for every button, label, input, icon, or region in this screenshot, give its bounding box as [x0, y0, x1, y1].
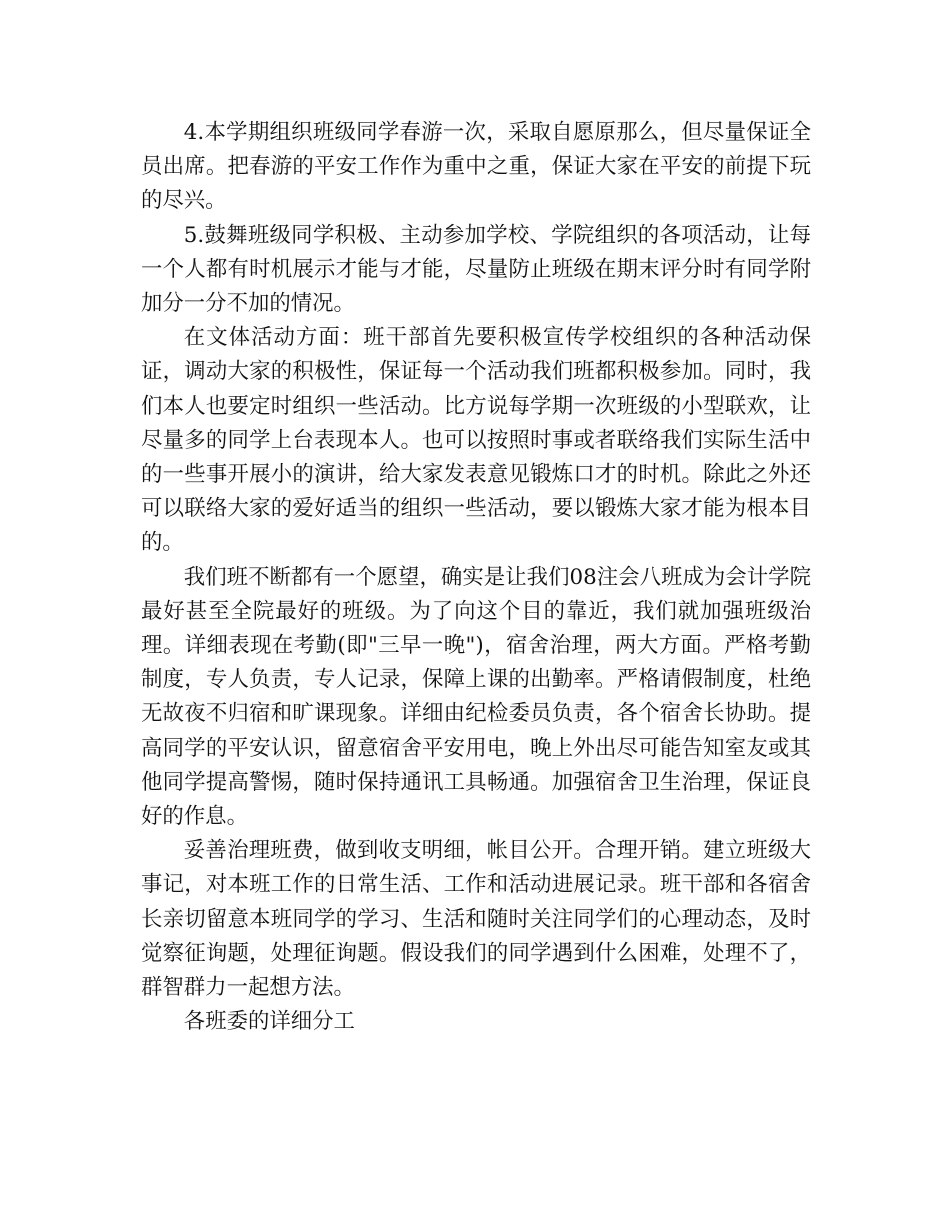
paragraph-class-fund: 妥善治理班费，做到收支明细，帐目公开。合理开销。建立班级大事记，对本班工作的日常生活、工作和活动进展记录。班干部和各宿舍长亲切留意本班同学的学习、生活和随时关注同学们的心理动态，及时觉察征询题，处理征询题。假设我们的同学遇到什么困难，处理不了，群智群力一起想方法。: [141, 838, 811, 1001]
paragraph-cultural-activities: 在文体活动方面：班干部首先要积极宣传学校组织的各种活动保证，调动大家的积极性，保证每一个活动我们班都积极参加。同时，我们本人也要定时组织一些活动。比方说每学期一次班级的小型联欢，让尽量多的同学上台表现本人。也可以按照时事或者联络我们实际生活中的一些事开展小的演讲，给大家发表意见锻炼口才的时机。除此之外还可以联络大家的爱好适当的组织一些活动，要以锻炼大家才能为根本目的。: [141, 325, 811, 556]
paragraph-class-management: 我们班不断都有一个愿望，确实是让我们08注会八班成为会计学院最好甚至全院最好的班级。为了向这个目的靠近，我们就加强班级治理。详细表现在考勤(即"三早一晚")，宿舍治理，两大方面。严格考勤制度，专人负责，专人记录，保障上课的出勤率。严格请假制度，杜绝无故夜不归宿和旷课现象。详细由纪检委员负责，各个宿舍长协助。提高同学的平安认识，留意宿舍平安用电，晚上外出尽可能告知室友或其他同学提高警惕，随时保持通讯工具畅通。加强宿舍卫生治理，保证良好的作息。: [141, 564, 811, 830]
paragraph-committee-division: 各班委的详细分工: [183, 1009, 355, 1035]
document-body: [141, 116, 811, 1039]
paragraph-encourage-activities: 5.鼓舞班级同学积极、主动参加学校、学院组织的各项活动，让每一个人都有时机展示才能与才能，尽量防止班级在期末评分时有同学附加分一分不加的情况。: [141, 222, 811, 317]
paragraph-spring-outing: 4.本学期组织班级同学春游一次，采取自愿原那么，但尽量保证全员出席。把春游的平安工作作为重中之重，保证大家在平安的前提下玩的尽兴。: [141, 120, 811, 214]
